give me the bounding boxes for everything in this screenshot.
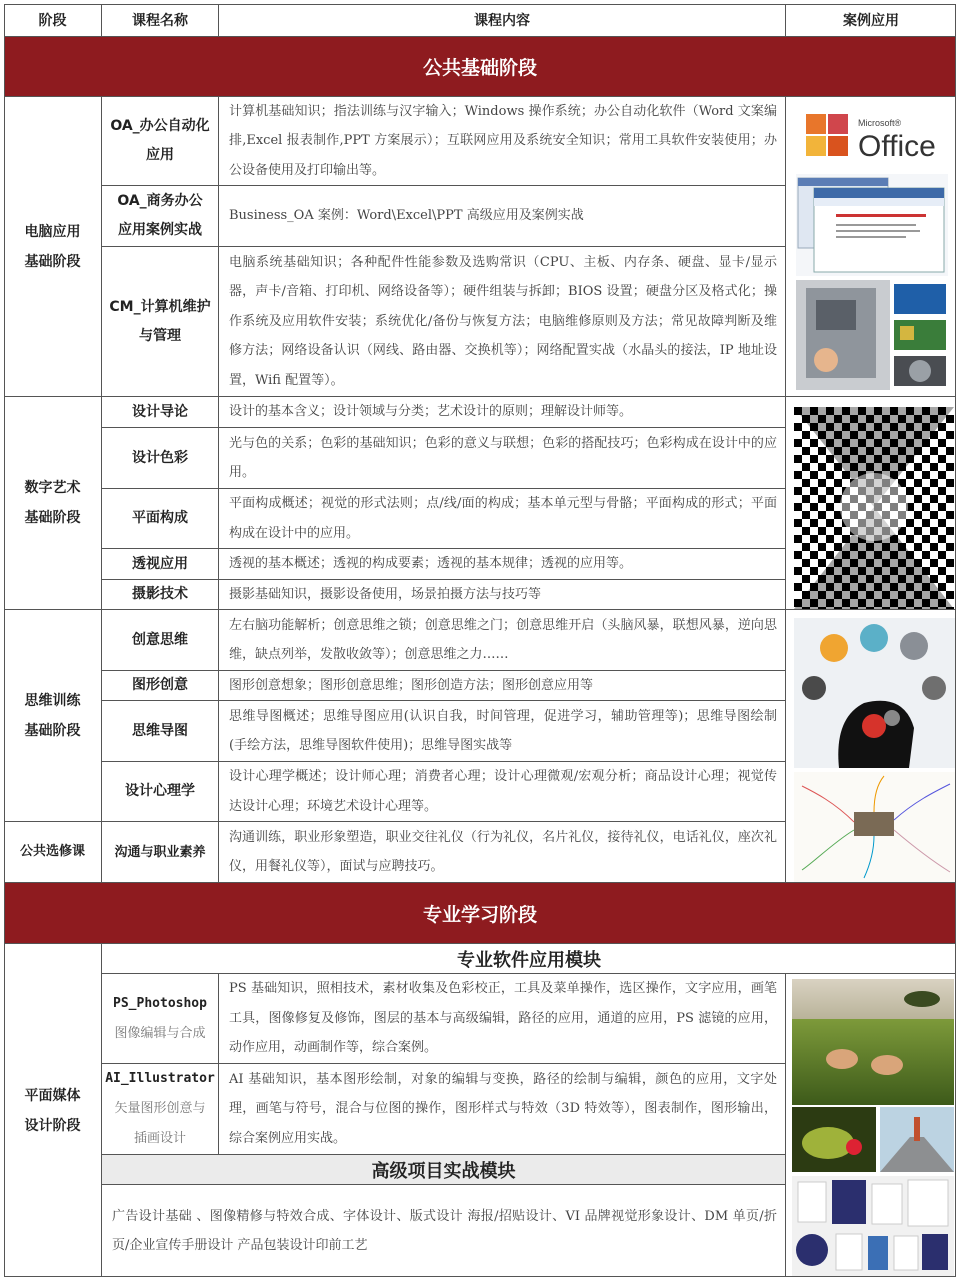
illustrator-case-image-2 <box>880 1107 954 1172</box>
course-content-oa: 计算机基础知识；指法训练与汉字输入；Windows 操作系统；办公自动化软件（Word 文案编排,Excel 报表制作,PPT 方案展示）；互联网应用及系统安全知识；常用工具软件安装使用；办公设备使用及打印输出等。 <box>219 97 786 186</box>
header-case: 案例应用 <box>786 4 956 37</box>
course-content-mind-map: 思维导图概述；思维导图应用(认识自我，时间管理，促进学习，辅助管理等)；思维导图绘制(手绘方法，思维导图软件使用)；思维导图实战等 <box>219 701 786 762</box>
module-project-title: 高级项目实战模块 <box>102 1155 786 1185</box>
stage-computer: 电脑应用 基础阶段 <box>4 97 102 397</box>
pro-course-ps-subtitle: 图像编辑与合成 <box>114 1025 206 1041</box>
office-logo-big: Office <box>858 130 936 163</box>
stage-thinking: 思维训练 基础阶段 <box>4 610 102 822</box>
stage-elective: 公共选修课 <box>4 822 102 883</box>
illustrator-case-image-1 <box>792 1107 876 1172</box>
module-software-title: 专业软件应用模块 <box>102 944 956 974</box>
stage-art: 数字艺术 基础阶段 <box>4 397 102 610</box>
course-name-photography: 摄影技术 <box>102 580 219 610</box>
band-professional: 专业学习阶段 <box>4 883 956 944</box>
course-name-mind-map: 思维导图 <box>102 701 219 762</box>
course-content-creative-thinking: 左右脑功能解析；创意思维之锁；创意思维之门；创意思维开启（头脑风暴，联想风暴，逆向思维，缺点列举，发散收敛等）；创意思维之力…… <box>219 610 786 671</box>
op-art-image <box>794 407 954 609</box>
office-screenshots-image <box>796 174 948 276</box>
course-content-graphic-creativity: 图形创意想象；图形创意思维；图形创造方法；图形创意应用等 <box>219 671 786 701</box>
course-name-graphic-creativity: 图形创意 <box>102 671 219 701</box>
course-name-perspective: 透视应用 <box>102 549 219 580</box>
course-content-perspective: 透视的基本概述；透视的构成要素；透视的基本规律；透视的应用等。 <box>219 549 786 580</box>
project-content: 广告设计基础 、图像精修与特效合成、字体设计、版式设计 海报/招贴设计、VI 品牌视觉形象设计、DM 单页/折页/企业宣传手册设计 产品包装设计印前工艺 <box>102 1185 786 1277</box>
header-course-name: 课程名称 <box>102 4 219 37</box>
photoshop-case-image <box>792 979 954 1105</box>
band-public-foundation: 公共基础阶段 <box>4 37 956 97</box>
course-content-design-color: 光与色的关系；色彩的基础知识；色彩的意义与联想；色彩的搭配技巧；色彩构成在设计中的应用。 <box>219 428 786 489</box>
course-content-design-psychology: 设计心理学概述；设计师心理；消费者心理；设计心理微观/宏观分析；商品设计心理；视觉传达设计心理；环境艺术设计心理等。 <box>219 762 786 822</box>
course-name-design-intro: 设计导论 <box>102 397 219 428</box>
course-name-design-color: 设计色彩 <box>102 428 219 489</box>
course-table <box>4 4 956 1277</box>
header-course-content: 课程内容 <box>219 4 786 37</box>
course-name-business-oa: OA_商务办公 应用案例实战 <box>102 186 219 247</box>
course-content-business-oa: Business_OA 案例：Word\Excel\PPT 高级应用及案例实战 <box>219 186 786 247</box>
vi-design-case-image <box>792 1176 954 1276</box>
course-name-composition: 平面构成 <box>102 489 219 549</box>
header-stage: 阶段 <box>4 4 102 37</box>
pro-course-ai-content: AI 基础知识，基本图形绘制，对象的编辑与变换，路径的绘制与编辑，颜色的应用，文字处理，画笔与符号，混合与位图的操作，图形样式与特效（3D 特效等），图表制作，图形输出，综合案例应用实战。 <box>219 1064 786 1155</box>
pro-course-ps-title: PS_Photoshop <box>113 995 207 1011</box>
pro-course-ai-title: AI_Illustrator <box>105 1071 215 1086</box>
office-logo-small: Microsoft® <box>858 118 902 128</box>
mind-map-image <box>794 772 956 882</box>
pro-course-ps-content: PS 基础知识，照相技术，素材收集及色彩校正，工具及菜单操作，选区操作，文字应用，画笔工具，图像修复及修饰，图层的基本与高级编辑，路径的应用，通道的应用，PS 滤镜的应用，动作应用，动画制作等，综合案例。 <box>219 974 786 1064</box>
course-name-cm: CM_计算机维护 与管理 <box>102 247 219 397</box>
course-name-design-psychology: 设计心理学 <box>102 762 219 822</box>
course-content-design-intro: 设计的基本含义；设计领域与分类；艺术设计的原则；理解设计师等。 <box>219 397 786 428</box>
course-content-communication: 沟通训练，职业形象塑造，职业交往礼仪（行为礼仪，名片礼仪，接待礼仪，电话礼仪，座次礼仪，用餐礼仪等），面试与应聘技巧。 <box>219 822 786 883</box>
course-name-creative-thinking: 创意思维 <box>102 610 219 671</box>
stage-media: 平面媒体 设计阶段 <box>4 944 102 1277</box>
course-content-photography: 摄影基础知识，摄影设备使用，场景拍摄方法与技巧等 <box>219 580 786 610</box>
pro-course-ai-subtitle: 矢量图形创意与 插画设计 <box>114 1101 206 1146</box>
office-logo <box>804 108 944 164</box>
course-name-oa: OA_办公自动化 应用 <box>102 97 219 186</box>
course-name-communication: 沟通与职业素养 <box>102 822 219 883</box>
creative-brain-image <box>794 618 956 768</box>
pro-course-ps <box>102 974 219 1064</box>
computer-hardware-image <box>796 280 948 390</box>
course-content-cm: 电脑系统基础知识；各种配件性能参数及选购常识（CPU、主板、内存条、硬盘、显卡/显示器，声卡/音箱、打印机、网络设备等）；硬件组装与拆卸；BIOS 设置；硬盘分区及格式化；操作系统及应用软件安装；系统优化/备份与恢复方法；电脑维修原则及方法；常见故障判断及维修方法；网络设备认识（网线、路由器、交换机等）；网络配置实战（水晶头的接法，IP 地址设置，Wifi 配置等）。 <box>219 247 786 397</box>
pro-course-ai <box>102 1064 219 1155</box>
course-content-composition: 平面构成概述；视觉的形式法则；点/线/面的构成；基本单元型与骨骼；平面构成的形式；平面构成在设计中的应用。 <box>219 489 786 549</box>
